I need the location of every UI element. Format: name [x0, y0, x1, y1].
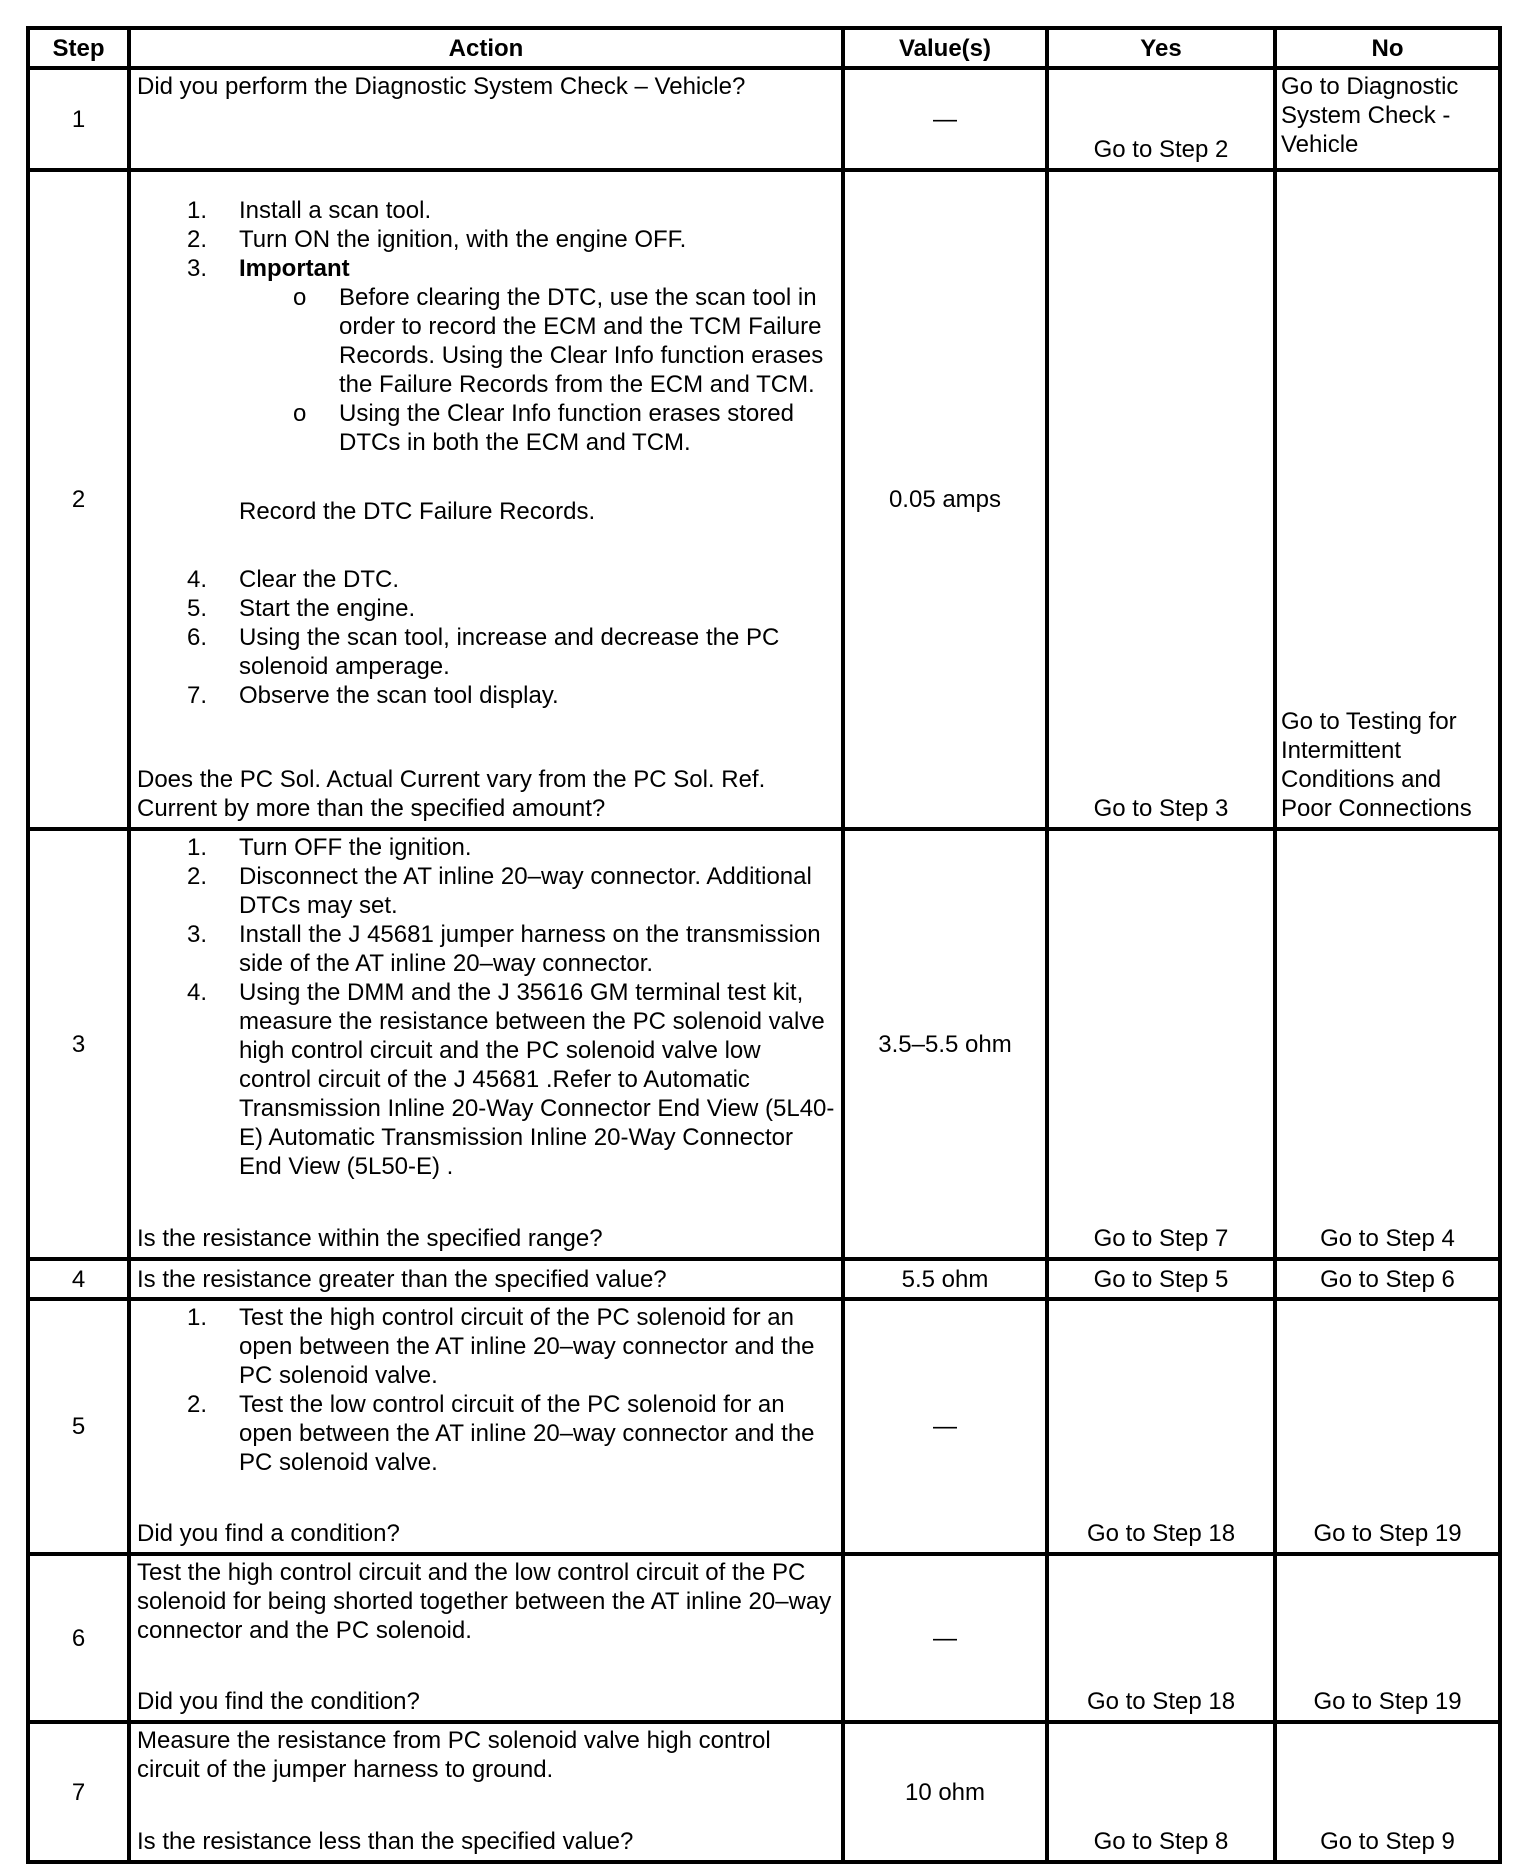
yes-cell [1047, 829, 1275, 1259]
table-row-step-4 [28, 1259, 1500, 1299]
value-cell: 10 ohm [843, 1722, 1047, 1862]
header-yes: Yes [1047, 28, 1275, 68]
action-steps-continued [137, 565, 837, 710]
list-item: 2. Disconnect the AT inline 20–way connector. Additional DTCs may set. [187, 863, 812, 919]
action-cell [129, 1299, 843, 1554]
no-link[interactable]: Go to Step 19 [1313, 1520, 1462, 1547]
yes-link[interactable]: Go to Step 2 [1093, 136, 1229, 163]
yes-cell [1047, 170, 1275, 829]
value-cell: 5.5 ohm [843, 1259, 1047, 1299]
value-cell: — [843, 1554, 1047, 1722]
action-cell [129, 829, 843, 1259]
list-item: 2. Turn ON the ignition, with the engine OFF. [187, 226, 687, 253]
yes-link[interactable]: Go to Step 18 [1086, 1688, 1236, 1715]
value-cell: 0.05 amps [843, 170, 1047, 829]
no-link[interactable]: Go to Step 6 [1320, 1265, 1455, 1293]
action-question: Did you find the condition? [137, 1688, 420, 1715]
action-steps [137, 833, 837, 1181]
action-question: Is the resistance less than the specified value? [137, 1828, 634, 1855]
yes-cell [1047, 68, 1275, 170]
step-number: 1 [28, 68, 129, 170]
table-row-step-6 [28, 1554, 1500, 1722]
important-bullets [137, 283, 837, 457]
yes-cell [1047, 1722, 1275, 1862]
list-item: 7. Observe the scan tool display. [187, 682, 559, 709]
list-item: 4. Clear the DTC. [187, 566, 400, 593]
yes-cell [1047, 1554, 1275, 1722]
yes-link[interactable]: Go to Step 8 [1093, 1828, 1229, 1855]
yes-cell [1047, 1259, 1275, 1299]
list-item: 1. Install a scan tool. [187, 197, 432, 224]
table-row-step-5 [28, 1299, 1500, 1554]
action-text: Test the high control circuit and the low control circuit of the PC solenoid for being shorted together between the AT inline 20–way connector and the PC solenoid. [137, 1559, 832, 1644]
no-cell [1275, 1722, 1500, 1862]
list-item: 2. Test the low control circuit of the PC solenoid for an open between the AT inline 20–way connector and the PC solenoid valve. [187, 1391, 815, 1476]
yes-link[interactable]: Go to Step 3 [1093, 795, 1229, 822]
action-question: Did you perform the Diagnostic System Check – Vehicle? [137, 73, 746, 100]
no-link[interactable]: Go to Step 19 [1313, 1688, 1462, 1715]
list-item: 1. Turn OFF the ignition. [187, 834, 472, 861]
no-link[interactable]: Go to Step 4 [1320, 1225, 1455, 1252]
action-cell [129, 68, 843, 170]
header-row [28, 28, 1500, 68]
header-action: Action [129, 28, 843, 68]
action-question: Does the PC Sol. Actual Current vary from the PC Sol. Ref. Current by more than the specified amount? [137, 766, 766, 822]
table-row-step-1 [28, 68, 1500, 170]
step-number: 3 [28, 829, 129, 1259]
action-question: Is the resistance greater than the specified value? [137, 1265, 667, 1293]
action-steps [137, 196, 837, 283]
no-cell [1275, 170, 1500, 829]
diagnostic-table [26, 26, 1502, 1864]
list-item: 4. Using the DMM and the J 35616 GM terminal test kit, measure the resistance between the PC solenoid valve high control circuit and the PC solenoid valve low control circuit of the J 45681 .Refer to Automatic Transmission Inline 20-Way Connector End View (5L40-E) Automatic Transmission Inline 20-Way Connector End View (5L50-E) . [187, 979, 835, 1180]
header-values: Value(s) [843, 28, 1047, 68]
table-row-step-7 [28, 1722, 1500, 1862]
list-item: 6. Using the scan tool, increase and decrease the PC solenoid amperage. [187, 624, 780, 680]
no-link[interactable]: Go to Diagnostic System Check - Vehicle [1281, 73, 1459, 158]
action-cell [129, 1554, 843, 1722]
yes-cell [1047, 1299, 1275, 1554]
action-cell [129, 1722, 843, 1862]
action-note: Record the DTC Failure Records. [239, 498, 596, 525]
step-number: 5 [28, 1299, 129, 1554]
no-cell [1275, 1259, 1500, 1299]
action-text: Measure the resistance from PC solenoid valve high control circuit of the jumper harness to ground. [137, 1727, 771, 1783]
list-item: 3. Install the J 45681 jumper harness on the transmission side of the AT inline 20–way connector. [187, 921, 821, 977]
header-no: No [1275, 28, 1500, 68]
yes-link[interactable]: Go to Step 18 [1086, 1520, 1236, 1547]
value-cell: — [843, 1299, 1047, 1554]
action-steps [137, 1303, 837, 1477]
list-item: o Using the Clear Info function erases stored DTCs in both the ECM and TCM. [293, 400, 794, 456]
step-number: 6 [28, 1554, 129, 1722]
yes-link[interactable]: Go to Step 7 [1093, 1225, 1229, 1252]
step-number: 7 [28, 1722, 129, 1862]
no-cell [1275, 1299, 1500, 1554]
list-item: 5. Start the engine. [187, 595, 416, 622]
action-cell [129, 1259, 843, 1299]
value-cell: 3.5–5.5 ohm [843, 829, 1047, 1259]
list-item: 3. Important [187, 255, 350, 282]
action-question: Is the resistance within the specified range? [137, 1225, 603, 1252]
no-link[interactable]: Go to Step 9 [1320, 1828, 1455, 1855]
yes-link[interactable]: Go to Step 5 [1093, 1265, 1229, 1293]
action-cell [129, 170, 843, 829]
value-cell: — [843, 68, 1047, 170]
no-link[interactable]: Go to Testing for Intermittent Conditions and Poor Connections [1281, 708, 1472, 822]
step-number: 2 [28, 170, 129, 829]
list-item: 1. Test the high control circuit of the PC solenoid for an open between the AT inline 20–way connector and the PC solenoid valve. [187, 1304, 815, 1389]
no-cell [1275, 829, 1500, 1259]
action-question: Did you find a condition? [137, 1520, 400, 1547]
list-item: o Before clearing the DTC, use the scan tool in order to record the ECM and the TCM Failure Records. Using the Clear Info function erases the Failure Records from the ECM and TCM. [293, 284, 824, 398]
table-row-step-3 [28, 829, 1500, 1259]
important-label: Important [239, 255, 350, 282]
table-row-step-2 [28, 170, 1500, 829]
no-cell [1275, 68, 1500, 170]
step-number: 4 [28, 1259, 129, 1299]
header-step: Step [28, 28, 129, 68]
no-cell [1275, 1554, 1500, 1722]
